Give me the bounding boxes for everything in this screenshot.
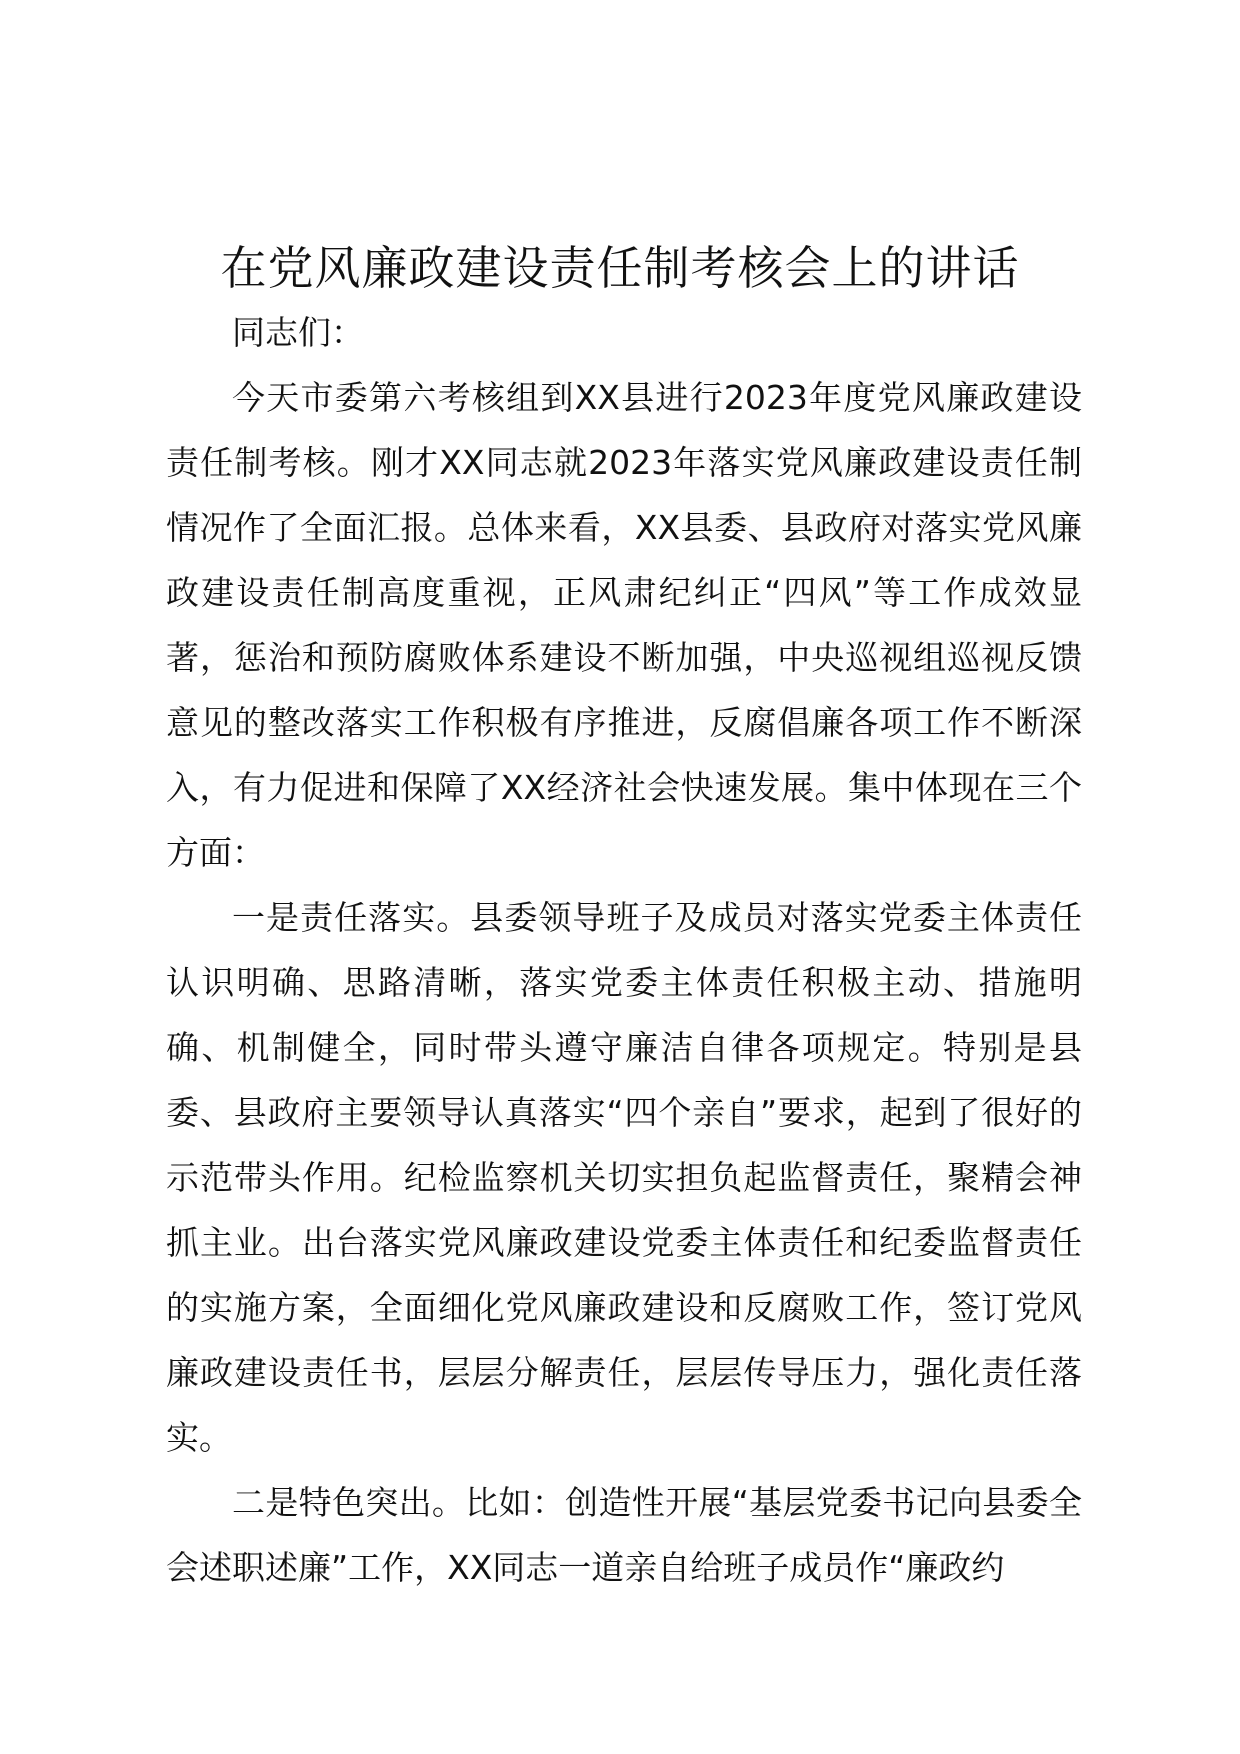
document-title: 在党风廉政建设责任制考核会上的讲话 xyxy=(220,241,1020,295)
document-body xyxy=(166,300,1082,1600)
body-paragraph: 今天市委第六考核组到XX县进行2023年度党风廉政建设责任制考核。刚才XX同志就2023年落实党风廉政建设责任制情况作了全面汇报。总体来看，XX县委、县政府对落实党风廉政建设责任制高度重视，正风肃纪纠正“四风”等工作成效显著，惩治和预防腐败体系建设不断加强，中央巡视组巡视反馈意见的整改落实工作积极有序推进，反腐倡廉各项工作不断深入，有力促进和保障了XX经济社会快速发展。集中体现在三个方面： xyxy=(166,378,1082,872)
salutation-paragraph: 同志们： xyxy=(232,313,364,352)
body-paragraph: 二是特色突出。比如：创造性开展“基层党委书记向县委全会述职述廉”工作，XX同志一道亲自给班子成员作“廉政约 xyxy=(166,1483,1082,1587)
body-paragraph: 一是责任落实。县委领导班子及成员对落实党委主体责任认识明确、思路清晰，落实党委主体责任积极主动、措施明确、机制健全，同时带头遵守廉洁自律各项规定。特别是县委、县政府主要领导认真落实“四个亲自”要求，起到了很好的示范带头作用。纪检监察机关切实担负起监督责任，聚精会神抓主业。出台落实党风廉政建设党委主体责任和纪委监督责任的实施方案，全面细化党风廉政建设和反腐败工作，签订党风廉政建设责任书，层层分解责任，层层传导压力，强化责任落实。 xyxy=(166,898,1082,1457)
